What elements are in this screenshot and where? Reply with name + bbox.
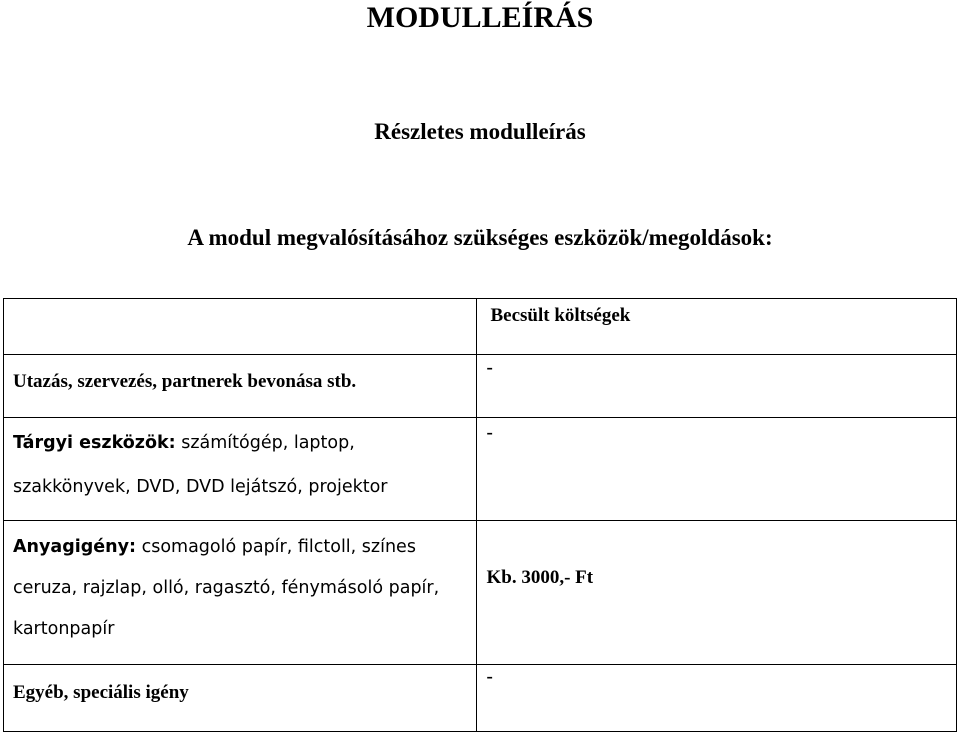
row-cost-cell bbox=[477, 521, 957, 665]
tools-label-line2: szakkönyvek, DVD, DVD lejátszó, projektor bbox=[13, 477, 388, 497]
material-label-line2: ceruza, rajzlap, olló, ragasztó, fénymásoló papír, bbox=[13, 578, 440, 598]
travel-label: Utazás, szervezés, partnerek bevonása stb. bbox=[13, 371, 357, 392]
document-subtitle: Részletes modulleírás bbox=[374, 119, 586, 144]
row-label-cell bbox=[4, 521, 477, 665]
tools-label-rest: számítógép, laptop, bbox=[175, 433, 355, 453]
header-empty-cell bbox=[4, 299, 477, 355]
material-label-line1 bbox=[13, 527, 476, 568]
material-cost: Kb. 3000,- Ft bbox=[486, 567, 594, 588]
tools-label-line1 bbox=[13, 421, 476, 465]
document-title: MODULLEÍRÁS bbox=[366, 1, 594, 34]
table-row bbox=[4, 355, 957, 418]
material-label bbox=[13, 521, 476, 650]
material-label-rest: csomagoló papír, filctoll, színes bbox=[136, 537, 416, 557]
row-cost-cell bbox=[477, 418, 957, 521]
cost-table bbox=[3, 298, 957, 732]
other-label: Egyéb, speciális igény bbox=[13, 682, 189, 703]
travel-cost: - bbox=[486, 357, 493, 378]
table-row bbox=[4, 665, 957, 732]
tools-label-bold: Tárgyi eszközök: bbox=[13, 433, 176, 453]
table-row bbox=[4, 521, 957, 665]
row-label-cell bbox=[4, 418, 477, 521]
section-heading: A modul megvalósításához szükséges eszközök/megoldások: bbox=[187, 225, 773, 250]
header-cost-cell: Becsült költségek bbox=[477, 299, 957, 355]
tools-cost: - bbox=[486, 422, 493, 443]
row-cost-cell bbox=[477, 355, 957, 418]
row-label-cell bbox=[4, 355, 477, 418]
material-label-bold: Anyagigény: bbox=[13, 537, 137, 557]
row-label-cell bbox=[4, 665, 477, 732]
row-cost-cell bbox=[477, 665, 957, 732]
other-cost: - bbox=[486, 666, 493, 687]
table-row bbox=[4, 418, 957, 521]
table-header-row bbox=[4, 299, 957, 355]
tools-label bbox=[13, 418, 476, 509]
material-label-line3: kartonpapír bbox=[13, 619, 115, 639]
